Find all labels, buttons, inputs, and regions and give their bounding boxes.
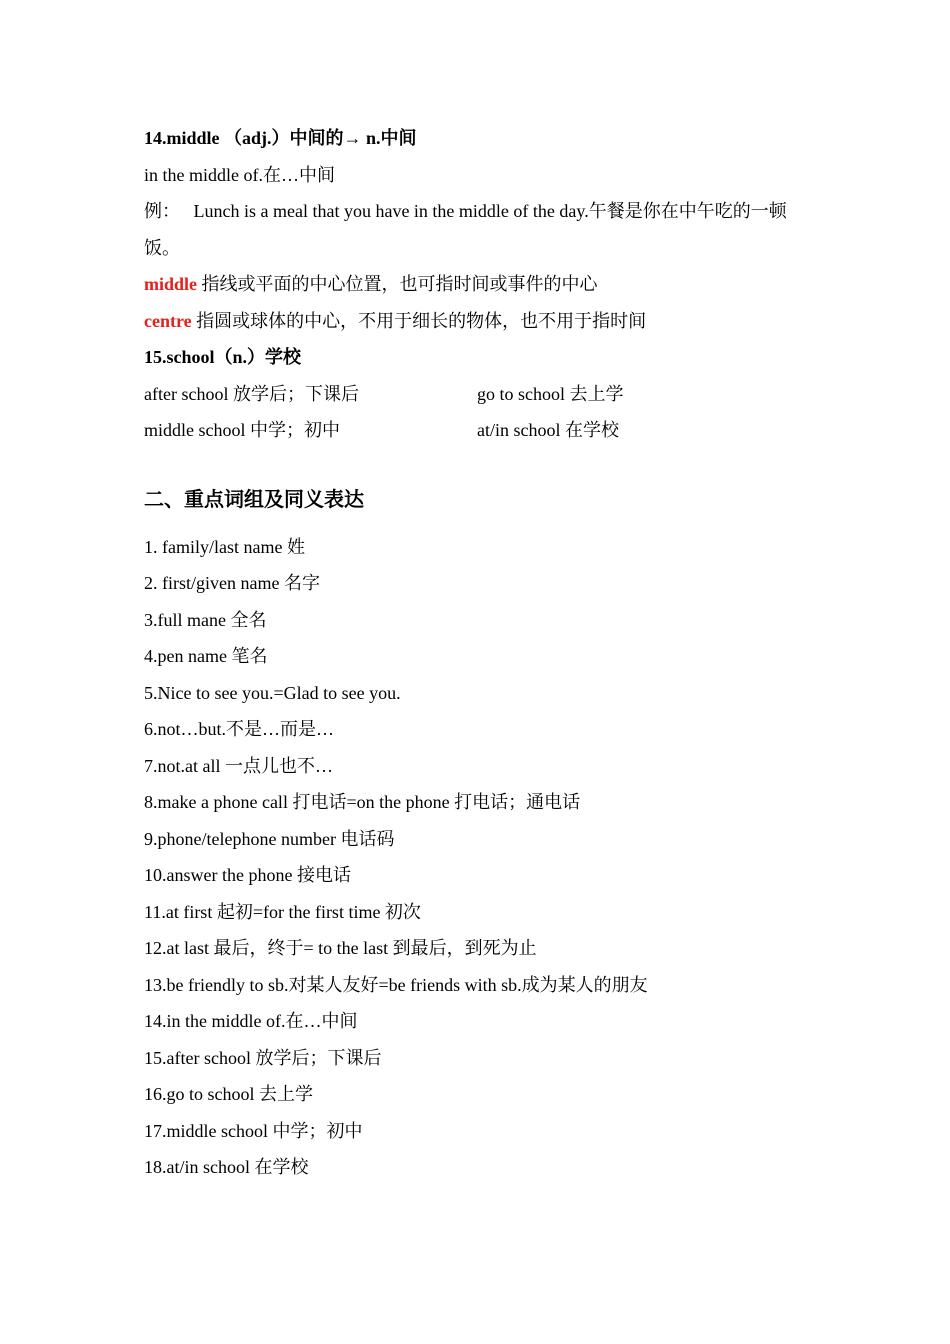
middle-note: 指线或平面的中心位置，也可指时间或事件的中心 (201, 274, 598, 294)
vocab-14-heading: 14.middle （adj.）中间的→ n.中间 (144, 128, 417, 148)
document-page (144, 120, 814, 1186)
example-label: 例： (144, 201, 180, 221)
list-item: 18.at/in school 在学校 (144, 1157, 309, 1177)
school-phrase: at/in school 在学校 (477, 420, 619, 440)
middle-usage-note (144, 266, 814, 303)
school-phrase-row (144, 376, 814, 413)
list-item: 17.middle school 中学；初中 (144, 1120, 363, 1141)
list-item: 3.full mane 全名 (144, 609, 267, 630)
school-phrase-row (144, 412, 814, 449)
vocab-14-example (144, 193, 814, 266)
school-phrase: after school 放学后；下课后 (144, 383, 359, 404)
list-item: 4.pen name 笔名 (144, 646, 268, 666)
vocab-15-heading: 15.school（n.）学校 (144, 347, 302, 367)
list-item: 6.not…but.不是…而是… (144, 719, 335, 739)
centre-term: centre (144, 310, 192, 331)
phrase-list (144, 529, 814, 1186)
vocab-14-phrase: in the middle of.在…中间 (144, 164, 335, 185)
list-item: 15.after school 放学后；下课后 (144, 1047, 382, 1068)
list-item: 12.at last 最后，终于= to the last 到最后，到死为止 (144, 938, 537, 958)
list-item: 1. family/last name 姓 (144, 536, 305, 557)
list-item: 14.in the middle of.在…中间 (144, 1011, 358, 1031)
example-text: Lunch is a meal that you have in the middle of the day.午餐是你在中午吃的一顿饭。 (144, 201, 787, 258)
list-item: 2. first/given name 名字 (144, 573, 320, 593)
list-item: 5.Nice to see you.=Glad to see you. (144, 682, 401, 703)
middle-term: middle (144, 274, 198, 294)
list-item: 7.not.at all 一点儿也不… (144, 755, 333, 776)
school-phrase: go to school 去上学 (477, 383, 624, 404)
list-item: 8.make a phone call 打电话=on the phone 打电话；通电话 (144, 792, 581, 812)
list-item: 9.phone/telephone number 电话码 (144, 828, 395, 849)
school-phrase: middle school 中学；初中 (144, 420, 340, 440)
centre-note: 指圆或球体的中心，不用于细长的物体，也不用于指时间 (196, 310, 647, 331)
list-item: 11.at first 起初=for the first time 初次 (144, 901, 421, 922)
list-item: 10.answer the phone 接电话 (144, 865, 351, 885)
centre-usage-note (144, 303, 814, 340)
list-item: 13.be friendly to sb.对某人友好=be friends with sb.成为某人的朋友 (144, 974, 648, 995)
section-2-title: 二、重点词组及同义表达 (144, 486, 364, 511)
list-item: 16.go to school 去上学 (144, 1084, 313, 1104)
